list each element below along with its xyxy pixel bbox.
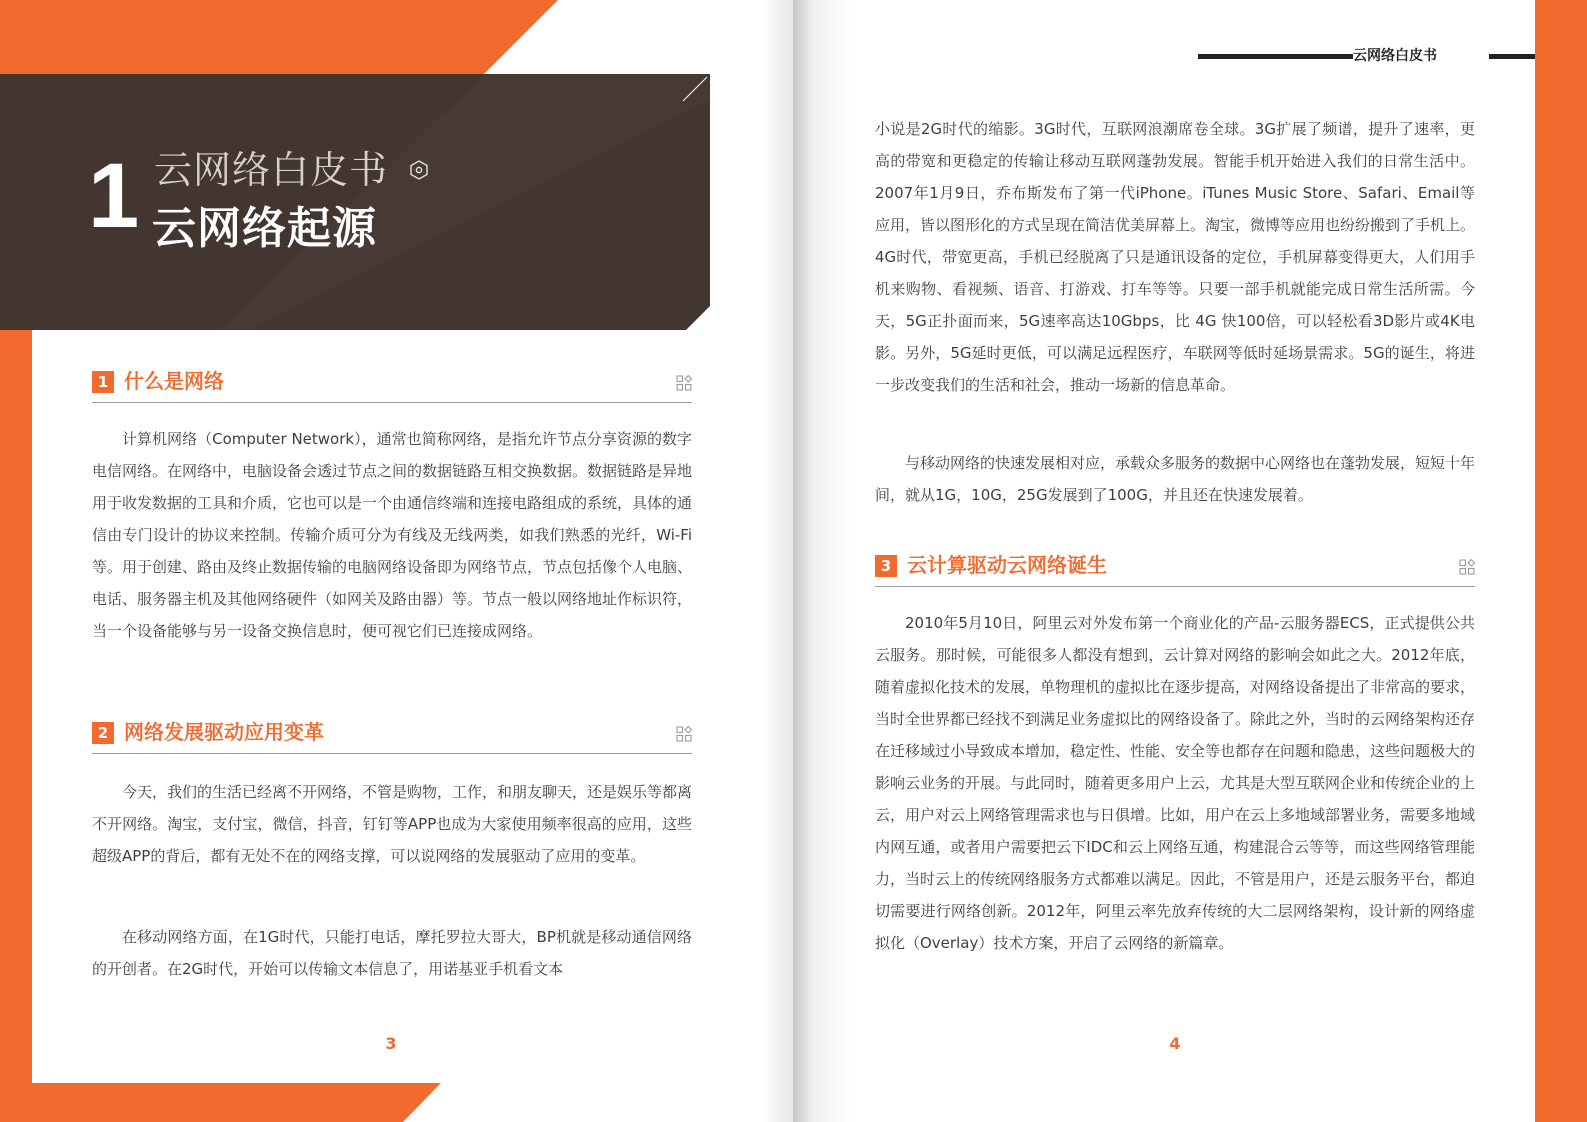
section-title: 什么是网络 (124, 369, 224, 393)
section-heading-3 (875, 546, 1475, 587)
header-rule-right (1489, 54, 1535, 59)
chapter-number: 1 (88, 145, 140, 247)
grid-diamond-icon (676, 726, 692, 742)
paragraph: 与移动网络的快速发展相对应，承载众多服务的数据中心网络也在蓬勃发展，短短十年间，就从1G，10G，25G发展到了100G，并且还在快速发展着。 (875, 454, 1476, 504)
paragraph: 小说是2G时代的缩影。3G时代，互联网浪潮席卷全球。3G扩展了频谱，提升了速率，更高的带宽和更稳定的传输让移动互联网蓬勃发展。智能手机开始进入我们的日常生活中。2007年1月9日，乔布斯发布了第一代iPhone。iTunes Music Store、Safari、Email等应用，皆以图形化的方式呈现在简洁优美屏幕上。淘宝，微博等应用也纷纷搬到了手机上。4G时代，带宽更高，手机已经脱离了只是通讯设备的定位，手机屏幕变得更大，人们用手机来购物、看视频、语音、打游戏、打车等等。只要一部手机就能完成日常生活所需。今天，5G正扑面而来，5G速率高达10Gbps，比 4G 快100倍，可以轻松看3D影片或4K电影。另外，5G延时更低，可以满足远程医疗，车联网等低时延场景需求。5G的诞生，将进一步改变我们的生活和社会，推动一场新的信息革命。 (875, 120, 1476, 394)
hexagon-icon (408, 159, 430, 181)
orange-top-band (0, 0, 558, 74)
orange-right-band (1535, 0, 1587, 1122)
series-title: 云网络白皮书 (154, 148, 389, 192)
gutter-shadow (793, 0, 853, 1122)
paragraph: 2010年5月10日，阿里云对外发布第一个商业化的产品-云服务器ECS，正式提供公共云服务。那时候，可能很多人都没有想到，云计算对网络的影响会如此之大。2012年底，随着虚拟化技术的发展，单物理机的虚拟比在逐步提高，对网络设备提出了非常高的要求，当时全世界都已经找不到满足业务虚拟比的网络设备了。除此之外，当时的云网络架构还存在迁移域过小导致成本增加，稳定性、性能、安全等也都存在问题和隐患，这些问题极大的影响云业务的开展。与此同时，随着更多用户上云，尤其是大型互联网企业和传统企业的上云，用户对云上网络管理需求也与日俱增。比如，用户在云上多地域部署业务，需要多地域内网互通，或者用户需要把云下IDC和云上网络互通，构建混合云等等，而这些网络管理能力，当时云上的传统网络服务方式都难以满足。因此，不管是用户，还是云服务平台，都迫切需要进行网络创新。2012年，阿里云率先放弃传统的大二层网络架构，设计新的网络虚拟化（Overlay）技术方案，开启了云网络的新篇章。 (875, 614, 1476, 952)
paragraph: 计算机网络（Computer Network），通常也简称网络，是指允许节点分享资源的数字电信网络。在网络中，电脑设备会透过节点之间的数据链路互相交换数据。数据链路是异地用于收发数据的工具和介质，它也可以是一个由通信终端和连接电路组成的系统，具体的通信由专门设计的协议来控制。传输介质可分为有线及无线两类，如我们熟悉的光纤，Wi-Fi等。用于创建、路由及终止数据传输的电脑网络设备即为网络节点，节点包括像个人电脑、电话、服务器主机及其他网络硬件（如网关及路由器）等。节点一般以网络地址作标识符，当一个设备能够与另一设备交换信息时，便可视它们已连接成网络。 (92, 430, 693, 640)
section-number-badge: 2 (92, 722, 114, 744)
section-heading-2 (92, 713, 692, 754)
section-heading-1 (92, 362, 692, 403)
chapter-title: 云网络起源 (152, 203, 377, 254)
section-title: 网络发展驱动应用变革 (124, 720, 324, 744)
left-page (0, 0, 793, 1122)
right-page (793, 0, 1587, 1122)
section-title: 云计算驱动云网络诞生 (907, 553, 1107, 577)
grid-diamond-icon (676, 375, 692, 391)
page-number: 3 (385, 1034, 397, 1053)
running-head: 云网络白皮书 (1353, 48, 1437, 64)
grid-diamond-icon (1459, 559, 1475, 575)
header-rule-left (1198, 54, 1353, 59)
paragraph: 今天，我们的生活已经离不开网络，不管是购物，工作，和朋友聊天，还是娱乐等都离不开网络。淘宝，支付宝，微信，抖音，钉钉等APP也成为大家使用频率很高的应用，这些超级APP的背后，都有无处不在的网络支撑，可以说网络的发展驱动了应用的变革。 (92, 783, 693, 865)
section-number-badge: 1 (92, 371, 114, 393)
section-number-badge: 3 (875, 555, 897, 577)
page-number: 4 (1169, 1034, 1181, 1053)
paragraph: 在移动网络方面，在1G时代，只能打电话，摩托罗拉大哥大，BP机就是移动通信网络的开创者。在2G时代，开始可以传输文本信息了，用诺基亚手机看文本 (92, 928, 692, 978)
